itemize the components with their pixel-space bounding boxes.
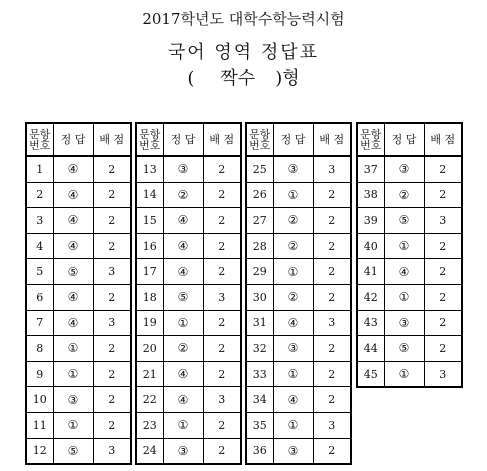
answer-cell: ④ bbox=[273, 310, 313, 336]
table-row bbox=[357, 156, 462, 182]
answer-cell: ④ bbox=[53, 310, 93, 336]
answer-block-4 bbox=[356, 122, 463, 388]
table-row bbox=[246, 412, 351, 438]
points-cell: 3 bbox=[424, 208, 462, 234]
question-number: 8 bbox=[26, 336, 53, 362]
question-number: 23 bbox=[136, 412, 163, 438]
question-number: 24 bbox=[136, 438, 163, 464]
question-number: 9 bbox=[26, 361, 53, 387]
points-cell: 2 bbox=[203, 259, 241, 285]
table-row bbox=[136, 156, 241, 182]
points-cell: 2 bbox=[93, 336, 131, 362]
paren-open: ( bbox=[187, 68, 195, 89]
points-cell: 3 bbox=[93, 310, 131, 336]
table-row bbox=[26, 412, 131, 438]
table-row bbox=[246, 233, 351, 259]
table-row bbox=[357, 182, 462, 208]
table-row bbox=[136, 336, 241, 362]
question-number: 3 bbox=[26, 208, 53, 234]
points-cell: 2 bbox=[203, 310, 241, 336]
points-cell: 2 bbox=[313, 259, 351, 285]
question-number: 10 bbox=[26, 387, 53, 413]
form-type bbox=[0, 64, 487, 90]
table-row bbox=[246, 259, 351, 285]
table-row bbox=[246, 182, 351, 208]
answer-cell: ③ bbox=[384, 310, 424, 336]
points-cell: 2 bbox=[313, 182, 351, 208]
answer-cell: ④ bbox=[163, 233, 203, 259]
points-cell: 3 bbox=[313, 412, 351, 438]
points-cell: 2 bbox=[203, 361, 241, 387]
points-cell: 2 bbox=[424, 156, 462, 182]
question-number: 36 bbox=[246, 438, 273, 464]
question-number: 28 bbox=[246, 233, 273, 259]
table-row bbox=[26, 387, 131, 413]
answer-cell: ⑤ bbox=[163, 284, 203, 310]
col-header-answer: 정 답 bbox=[384, 123, 424, 156]
points-cell: 3 bbox=[313, 156, 351, 182]
question-number: 40 bbox=[357, 233, 384, 259]
points-cell: 2 bbox=[203, 156, 241, 182]
question-number: 1 bbox=[26, 156, 53, 182]
question-number: 41 bbox=[357, 259, 384, 285]
points-cell: 2 bbox=[93, 156, 131, 182]
points-cell: 3 bbox=[424, 361, 462, 387]
answer-block-2 bbox=[135, 122, 242, 465]
question-number: 37 bbox=[357, 156, 384, 182]
points-cell: 2 bbox=[424, 284, 462, 310]
table-row bbox=[26, 156, 131, 182]
table-row bbox=[357, 310, 462, 336]
question-number: 39 bbox=[357, 208, 384, 234]
points-cell: 3 bbox=[203, 284, 241, 310]
col-header-number: 문항 번호 bbox=[136, 123, 163, 156]
col-header-points: 배 점 bbox=[424, 123, 462, 156]
header-row bbox=[136, 123, 241, 156]
points-cell: 2 bbox=[93, 284, 131, 310]
question-number: 43 bbox=[357, 310, 384, 336]
table-row bbox=[26, 284, 131, 310]
answer-cell: ① bbox=[384, 233, 424, 259]
points-cell: 2 bbox=[93, 208, 131, 234]
answer-cell: ③ bbox=[53, 387, 93, 413]
answer-cell: ④ bbox=[53, 233, 93, 259]
answer-cell: ① bbox=[163, 310, 203, 336]
answer-cell: ⑤ bbox=[384, 208, 424, 234]
table-row bbox=[26, 361, 131, 387]
form-name: 짝수 bbox=[220, 68, 256, 89]
col-header-points: 배 점 bbox=[93, 123, 131, 156]
answer-cell: ③ bbox=[163, 156, 203, 182]
page-title: 국어 영역 정답표 bbox=[167, 42, 320, 63]
table-row bbox=[246, 361, 351, 387]
answer-cell: ③ bbox=[273, 156, 313, 182]
answer-cell: ④ bbox=[53, 284, 93, 310]
answer-cell: ③ bbox=[384, 156, 424, 182]
points-cell: 2 bbox=[424, 233, 462, 259]
points-cell: 2 bbox=[313, 233, 351, 259]
answer-cell: ⑤ bbox=[53, 259, 93, 285]
points-cell: 3 bbox=[93, 438, 131, 464]
answer-cell: ④ bbox=[163, 259, 203, 285]
question-number: 29 bbox=[246, 259, 273, 285]
answer-cell: ④ bbox=[53, 208, 93, 234]
paren-close: )형 bbox=[275, 68, 300, 89]
question-number: 35 bbox=[246, 412, 273, 438]
question-number: 5 bbox=[26, 259, 53, 285]
answer-cell: ③ bbox=[273, 438, 313, 464]
table-row bbox=[136, 208, 241, 234]
table-row bbox=[357, 208, 462, 234]
answer-cell: ① bbox=[273, 182, 313, 208]
points-cell: 2 bbox=[313, 438, 351, 464]
points-cell: 2 bbox=[203, 336, 241, 362]
question-number: 31 bbox=[246, 310, 273, 336]
table-row bbox=[136, 182, 241, 208]
table-row bbox=[357, 233, 462, 259]
points-cell: 3 bbox=[203, 387, 241, 413]
answer-cell: ② bbox=[163, 336, 203, 362]
answer-cell: ② bbox=[273, 208, 313, 234]
points-cell: 3 bbox=[93, 259, 131, 285]
answer-cell: ① bbox=[273, 361, 313, 387]
table-row bbox=[26, 336, 131, 362]
exam-title: 2017학년도 대학수학능력시험 bbox=[142, 10, 345, 28]
question-number: 45 bbox=[357, 361, 384, 387]
points-cell: 2 bbox=[313, 387, 351, 413]
table-row bbox=[26, 310, 131, 336]
question-number: 14 bbox=[136, 182, 163, 208]
header-row bbox=[26, 123, 131, 156]
header-row bbox=[246, 123, 351, 156]
table-row bbox=[26, 259, 131, 285]
col-header-number: 문항 번호 bbox=[26, 123, 53, 156]
table-row bbox=[26, 182, 131, 208]
question-number: 13 bbox=[136, 156, 163, 182]
question-number: 42 bbox=[357, 284, 384, 310]
question-number: 34 bbox=[246, 387, 273, 413]
points-cell: 2 bbox=[203, 182, 241, 208]
answer-cell: ③ bbox=[273, 336, 313, 362]
table-row bbox=[136, 387, 241, 413]
answer-cell: ① bbox=[273, 259, 313, 285]
question-number: 2 bbox=[26, 182, 53, 208]
answer-cell: ④ bbox=[384, 259, 424, 285]
table-row bbox=[136, 310, 241, 336]
answer-cell: ④ bbox=[163, 361, 203, 387]
table-row bbox=[26, 208, 131, 234]
table-row bbox=[357, 259, 462, 285]
table-row bbox=[26, 233, 131, 259]
col-header-number: 문항 번호 bbox=[246, 123, 273, 156]
table-row bbox=[136, 259, 241, 285]
question-number: 6 bbox=[26, 284, 53, 310]
table-row bbox=[357, 336, 462, 362]
points-cell: 2 bbox=[424, 259, 462, 285]
col-header-number: 문항 번호 bbox=[357, 123, 384, 156]
answer-cell: ⑤ bbox=[384, 336, 424, 362]
answer-cell: ② bbox=[163, 182, 203, 208]
table-row bbox=[136, 284, 241, 310]
col-header-answer: 정 답 bbox=[163, 123, 203, 156]
answer-cell: ④ bbox=[273, 387, 313, 413]
points-cell: 2 bbox=[313, 361, 351, 387]
question-number: 4 bbox=[26, 233, 53, 259]
answer-cell: ① bbox=[53, 361, 93, 387]
points-cell: 2 bbox=[313, 208, 351, 234]
table-row bbox=[246, 284, 351, 310]
question-number: 22 bbox=[136, 387, 163, 413]
points-cell: 2 bbox=[424, 336, 462, 362]
question-number: 20 bbox=[136, 336, 163, 362]
points-cell: 2 bbox=[203, 438, 241, 464]
answer-block-3 bbox=[245, 122, 352, 465]
table-row bbox=[136, 438, 241, 464]
question-number: 12 bbox=[26, 438, 53, 464]
points-cell: 2 bbox=[424, 182, 462, 208]
col-header-answer: 정 답 bbox=[273, 123, 313, 156]
question-number: 19 bbox=[136, 310, 163, 336]
question-number: 11 bbox=[26, 412, 53, 438]
answer-cell: ③ bbox=[163, 438, 203, 464]
table-row bbox=[246, 208, 351, 234]
answer-cell: ② bbox=[273, 233, 313, 259]
answer-cell: ② bbox=[273, 284, 313, 310]
points-cell: 2 bbox=[203, 233, 241, 259]
table-row bbox=[136, 361, 241, 387]
question-number: 38 bbox=[357, 182, 384, 208]
col-header-points: 배 점 bbox=[313, 123, 351, 156]
table-row bbox=[246, 387, 351, 413]
points-cell: 2 bbox=[313, 336, 351, 362]
col-header-points: 배 점 bbox=[203, 123, 241, 156]
answer-cell: ② bbox=[384, 182, 424, 208]
table-row bbox=[246, 310, 351, 336]
question-number: 44 bbox=[357, 336, 384, 362]
table-row bbox=[136, 233, 241, 259]
points-cell: 2 bbox=[424, 310, 462, 336]
question-number: 7 bbox=[26, 310, 53, 336]
question-number: 30 bbox=[246, 284, 273, 310]
points-cell: 2 bbox=[203, 208, 241, 234]
points-cell: 2 bbox=[313, 284, 351, 310]
answer-cell: ④ bbox=[163, 208, 203, 234]
answer-cell: ① bbox=[53, 412, 93, 438]
points-cell: 2 bbox=[93, 182, 131, 208]
table-row bbox=[26, 438, 131, 464]
question-number: 33 bbox=[246, 361, 273, 387]
question-number: 21 bbox=[136, 361, 163, 387]
answer-cell: ① bbox=[384, 284, 424, 310]
table-row bbox=[357, 361, 462, 387]
points-cell: 2 bbox=[203, 412, 241, 438]
table-row bbox=[246, 438, 351, 464]
table-row bbox=[357, 284, 462, 310]
question-number: 18 bbox=[136, 284, 163, 310]
table-row bbox=[136, 412, 241, 438]
table-row bbox=[246, 156, 351, 182]
header-row bbox=[357, 123, 462, 156]
question-number: 27 bbox=[246, 208, 273, 234]
col-header-answer: 정 답 bbox=[53, 123, 93, 156]
points-cell: 2 bbox=[93, 361, 131, 387]
question-number: 17 bbox=[136, 259, 163, 285]
table-row bbox=[246, 336, 351, 362]
answer-cell: ④ bbox=[163, 387, 203, 413]
question-number: 32 bbox=[246, 336, 273, 362]
question-number: 15 bbox=[136, 208, 163, 234]
question-number: 25 bbox=[246, 156, 273, 182]
answer-cell: ④ bbox=[53, 156, 93, 182]
question-number: 26 bbox=[246, 182, 273, 208]
answer-cell: ④ bbox=[53, 182, 93, 208]
points-cell: 2 bbox=[93, 233, 131, 259]
answer-cell: ① bbox=[273, 412, 313, 438]
answer-cell: ① bbox=[53, 336, 93, 362]
question-number: 16 bbox=[136, 233, 163, 259]
points-cell: 2 bbox=[93, 387, 131, 413]
answer-cell: ① bbox=[163, 412, 203, 438]
answer-cell: ① bbox=[384, 361, 424, 387]
points-cell: 2 bbox=[93, 412, 131, 438]
answer-cell: ⑤ bbox=[53, 438, 93, 464]
points-cell: 3 bbox=[313, 310, 351, 336]
answer-block-1 bbox=[25, 122, 132, 465]
